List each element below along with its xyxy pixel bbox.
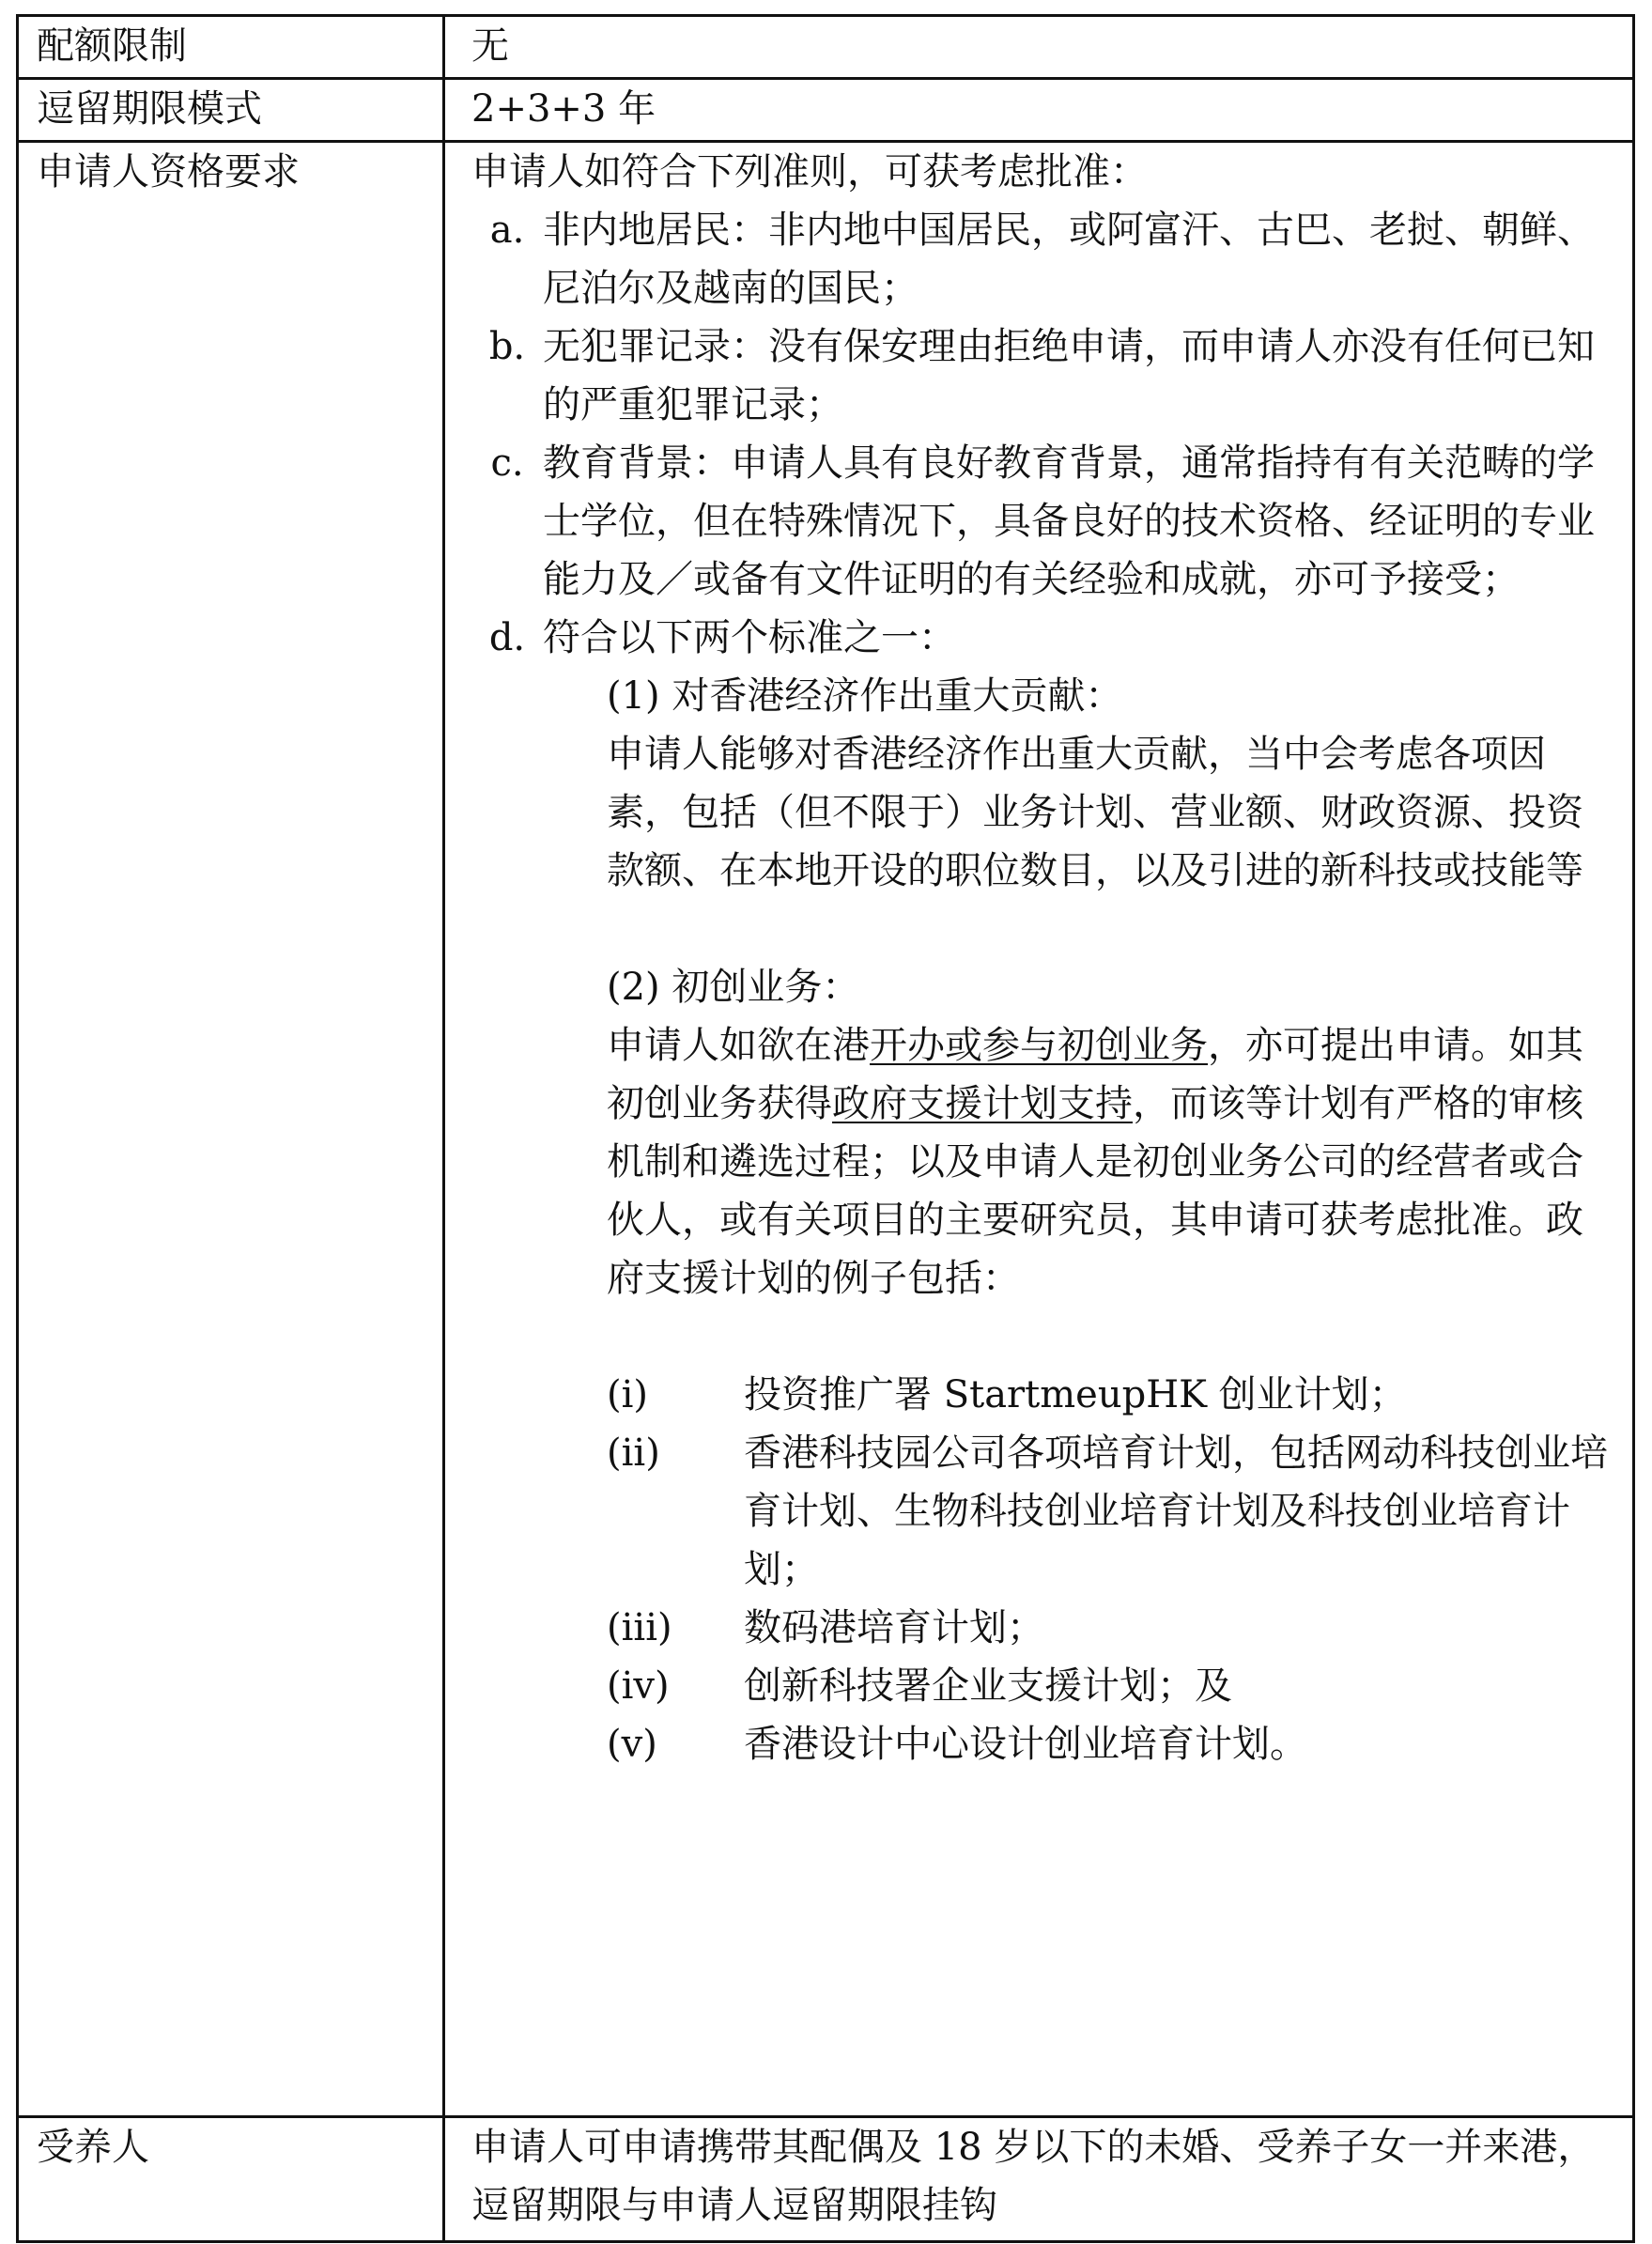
criterion-text: 教育背景：申请人具有良好教育背景，通常指持有有关范畴的学士学位，但在特殊情况下，具备良好的技术资格、经证明的专业能力及／或备有文件证明的有关经验和成就，亦可予接受；: [543, 441, 1595, 601]
criterion-marker: b.: [488, 325, 526, 368]
criterion-text: 符合以下两个标准之一：: [543, 616, 956, 659]
criterion-d: [471, 609, 1615, 667]
text-run: ，亦可提出申请。如其初创业务获得: [607, 1024, 1583, 1125]
criterion-marker: d.: [488, 616, 526, 659]
row-label: 申请人资格要求: [18, 142, 444, 2117]
row-label: 配额限制: [18, 16, 444, 79]
example-marker: (iv): [607, 1664, 670, 1708]
criterion-text: 无犯罪记录：没有保安理由拒绝申请，而申请人亦没有任何已知的严重犯罪记录；: [543, 325, 1595, 426]
row-value: 无: [444, 16, 1634, 79]
example-item: [607, 1715, 1615, 1773]
underlined-phrase: 开办或参与初创业务: [870, 1024, 1208, 1067]
example-item: [607, 1424, 1615, 1599]
row-dependants: [18, 2117, 1634, 2242]
requirements-cell: [444, 142, 1634, 2117]
example-text: 香港设计中心设计创业培育计划。: [744, 1723, 1307, 1766]
criterion-marker: a.: [489, 209, 525, 252]
row-quota: [18, 16, 1634, 79]
criterion-b: [471, 317, 1615, 434]
example-text: 投资推广署 StartmeupHK 创业计划；: [744, 1373, 1407, 1416]
example-text: 数码港培育计划；: [744, 1606, 1044, 1649]
requirements-intro: 申请人如符合下列准则，可获考虑批准：: [471, 150, 1148, 193]
example-item: [607, 1599, 1615, 1657]
example-item: [607, 1657, 1615, 1715]
row-stay-period: [18, 79, 1634, 142]
criterion-text: 非内地居民：非内地中国居民，或阿富汗、古巴、老挝、朝鲜、尼泊尔及越南的国民；: [543, 209, 1595, 310]
standard-2-heading: (2) 初创业务：: [607, 966, 860, 1009]
text-run: 申请人如欲在港: [607, 1024, 870, 1067]
example-item: [607, 1366, 1615, 1424]
example-text: 香港科技园公司各项培育计划，包括网动科技创业培育计划、生物科技创业培育计划及科技创业培育计划；: [744, 1432, 1608, 1591]
row-label: 逗留期限模式: [18, 79, 444, 142]
criterion-marker: c.: [490, 441, 524, 485]
standard-2: [471, 958, 1615, 1773]
standard-1-heading: (1) 对香港经济作出重大贡献：: [607, 674, 1123, 718]
spacer: [607, 900, 1615, 958]
example-marker: (v): [607, 1723, 657, 1766]
policy-table: [16, 14, 1635, 2243]
standard-1-text: 申请人能够对香港经济作出重大贡献，当中会考虑各项因素，包括（但不限于）业务计划、营业额、财政资源、投资款额、在本地开设的职位数目，以及引进的新科技或技能等: [607, 733, 1583, 892]
row-requirements: [18, 142, 1634, 2117]
standard-2-text: [607, 1016, 1615, 1308]
example-marker: (ii): [607, 1432, 660, 1475]
standard-1: [471, 667, 1615, 958]
row-value: 申请人可申请携带其配偶及 18 岁以下的未婚、受养子女一并来港，逗留期限与申请人逗留期限挂钩: [444, 2117, 1634, 2242]
underlined-phrase: 政府支援计划支持: [832, 1082, 1133, 1125]
row-value: 2+3+3 年: [444, 79, 1634, 142]
example-marker: (iii): [607, 1606, 672, 1649]
example-text: 创新科技署企业支援计划；及: [744, 1664, 1232, 1708]
row-label: 受养人: [18, 2117, 444, 2242]
criterion-a: [471, 201, 1615, 317]
example-marker: (i): [607, 1373, 649, 1416]
spacer: [607, 1308, 1615, 1366]
criterion-c: [471, 434, 1615, 609]
text-run: ，而该等计划有严格的审核机制和遴选过程；以及申请人是初创业务公司的经营者或合伙人，或有关项目的主要研究员，其申请可获考虑批准。政府支援计划的例子包括：: [607, 1082, 1583, 1300]
